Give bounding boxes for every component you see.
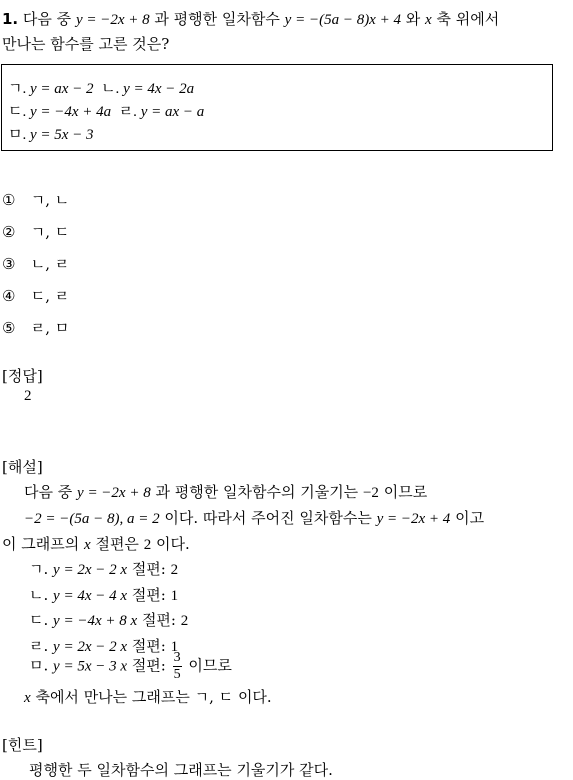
box-row-1: ㄱ. y = ax − 2 ㄴ. y = 4x − 2a [8,81,195,97]
solution-line-1: 다음 중 y = −2x + 8 과 평행한 일차함수의 기울기는 −2 이므로 [24,483,428,501]
question-line-2: 만나는 함수를 고른 것은? [2,35,170,53]
option-1[interactable] [2,189,69,210]
option-number: ① [2,191,16,209]
solution-item-3: ㄷ. y = −4x + 8 x 절편: 2 [29,611,189,629]
solution-item-1: ㄱ. y = 2x − 2 x 절편: 2 [29,560,179,578]
option-2[interactable] [2,221,69,242]
answer-value: 2 [24,388,32,404]
option-number: ② [2,223,16,241]
solution-heading: [해설] [2,458,43,476]
option-number: ④ [2,287,16,305]
option-text: ㄱ, ㄴ [30,191,70,209]
hint-heading: [힌트] [2,736,43,754]
option-text: ㄴ, ㄹ [30,255,70,273]
solution-item-2: ㄴ. y = 4x − 4 x 절편: 1 [29,586,179,604]
solution-line-3: 이 그래프의 x 절편은 2 이다. [2,535,190,553]
option-number: ⑤ [2,319,16,337]
fraction: $\frac{3}{5}$ [173,650,181,682]
question-line-1 [2,8,499,29]
question-text: 다음 중 [22,10,72,28]
box-row-3: ㅁ. y = 5x − 3 [8,127,94,143]
question-text: 과 평행한 일차함수 [154,10,280,28]
solution-line-2: −2 = −(5a − 8), a = 2 이다. 따라서 주어진 일차함수는 y = −2x + 4 이고 [24,509,485,527]
answer-heading: [정답] [2,367,43,385]
variable: x [425,12,432,28]
equation: y = −2x + 8 [75,12,150,28]
hint-text: 평행한 두 일차함수의 그래프는 기울기가 같다. [29,761,333,779]
box-row-2: ㄷ. y = −4x + 4a ㄹ. y = ax − a [8,104,205,120]
question-text: 와 [405,10,421,28]
equation: y = −(5a − 8)x + 4 [284,12,401,28]
option-text: ㄷ, ㄹ [30,287,70,305]
option-5[interactable] [2,317,69,338]
option-text: ㄹ, ㅁ [30,319,70,337]
option-number: ③ [2,255,16,273]
solution-conclusion: x 축에서 만나는 그래프는 ㄱ, ㄷ 이다. [24,688,272,706]
solution-item-4: ㄹ. y = 2x − 2 x 절편: 1 [29,637,179,655]
question-number: 1. [2,10,19,28]
option-text: ㄱ, ㄷ [30,223,70,241]
solution-item-5: ㅁ. y = 5x − 3 x 절편: $\frac{3}{5}$ 이므로 [29,650,232,682]
option-4[interactable] [2,285,69,306]
question-text: 축 위에서 [436,10,500,28]
option-3[interactable] [2,253,69,274]
